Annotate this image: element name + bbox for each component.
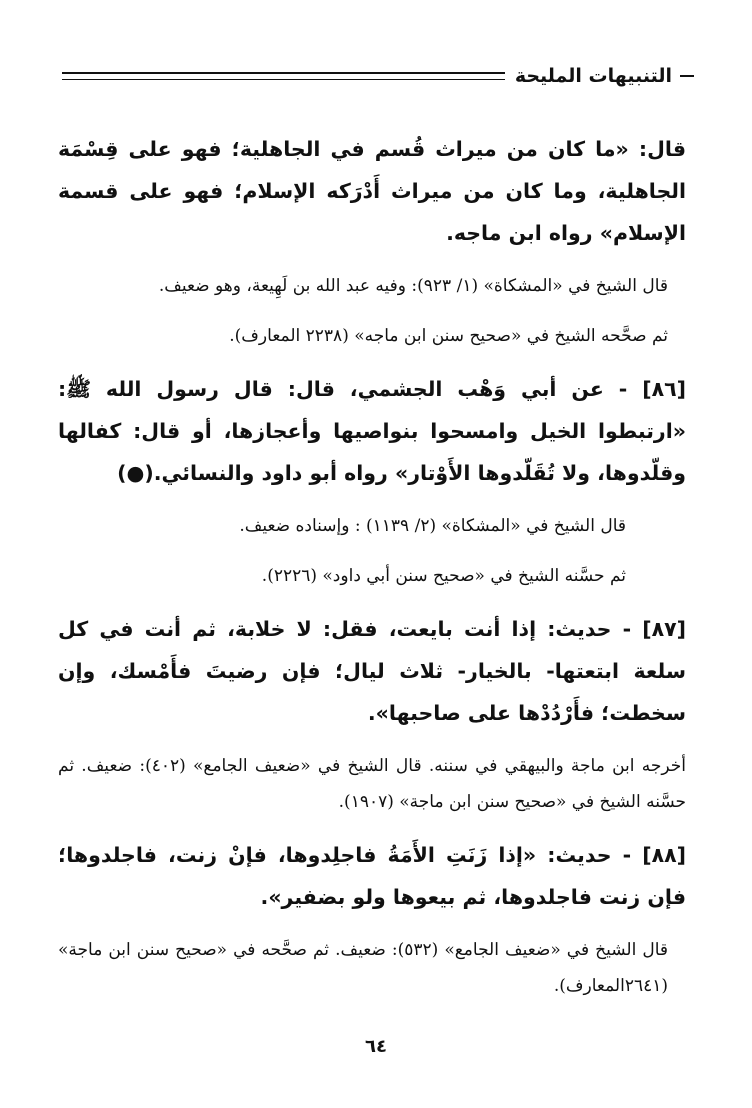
running-header <box>62 58 694 94</box>
header-title: التنبيهات المليحة <box>514 65 672 87</box>
commentary-paragraph: ثم حسَّنه الشيخ في «صحيح سنن أبي داود» (٢٢٢٦). <box>261 566 626 586</box>
commentary-paragraph: قال الشيخ في «المشكاة» (١/ ٩٢٣): وفيه عبد الله بن لَهِيعة، وهو ضعيف. <box>158 276 668 296</box>
commentary-paragraph: ثم صحَّحه الشيخ في «صحيح سنن ابن ماجه» (٢٢٣٨ المعارف). <box>229 326 668 346</box>
header-rule <box>62 72 505 80</box>
hadith-paragraph-88: [٨٨] - حديث: «إذا زَنَتِ الأَمَةُ فاجلِدوها، فإنْ زنت، فاجلدوها؛ فإن زنت فاجلدوها، ثم بيعوها ولو بضفير». <box>58 843 686 909</box>
body-text <box>58 128 686 1018</box>
hadith-paragraph-86: [٨٦] - عن أبي وَهْب الجشمي، قال: قال رسول الله ﷺ: «ارتبطوا الخيل وامسحوا بنواصيها وأعجازها، أو قال: كفالها وقلّدوها، ولا تُقَلّدوها الأَوْتار» رواه أبو داود والنسائي.(●) <box>58 377 686 485</box>
hadith-paragraph-87: [٨٧] - حديث: إذا أنت بايعت، فقل: لا خلابة، ثم أنت في كل سلعة ابتعتها- بالخيار- ثلاث ليال؛ فإن رضيتَ فأَمْسك، وإن سخطت؛ فأَرْدُدْها على صاحبها». <box>58 617 686 725</box>
commentary-paragraph: أخرجه ابن ماجة والبيهقي في سننه. قال الشيخ في «ضعيف الجامع» (٤٠٢): ضعيف. ثم حسَّنه الشيخ في «صحيح سنن ابن ماجة» (١٩٠٧). <box>58 756 686 812</box>
commentary-paragraph: قال الشيخ في «المشكاة» (٢/ ١١٣٩) : وإسناده ضعيف. <box>239 516 626 536</box>
header-dash <box>680 75 694 77</box>
commentary-paragraph: قال الشيخ في «ضعيف الجامع» (٥٣٢): ضعيف. ثم صحَّحه في «صحيح سنن ابن ماجة» (٢٦٤١المعارف). <box>58 940 668 996</box>
page-number: ٦٤ <box>365 1036 387 1057</box>
hadith-paragraph: قال: «ما كان من ميراث قُسم في الجاهلية؛ فهو على قِسْمَة الجاهلية، وما كان من ميراث أَدْرَكه الإسلام؛ فهو على قسمة الإسلام» رواه ابن ماجه. <box>58 137 686 245</box>
